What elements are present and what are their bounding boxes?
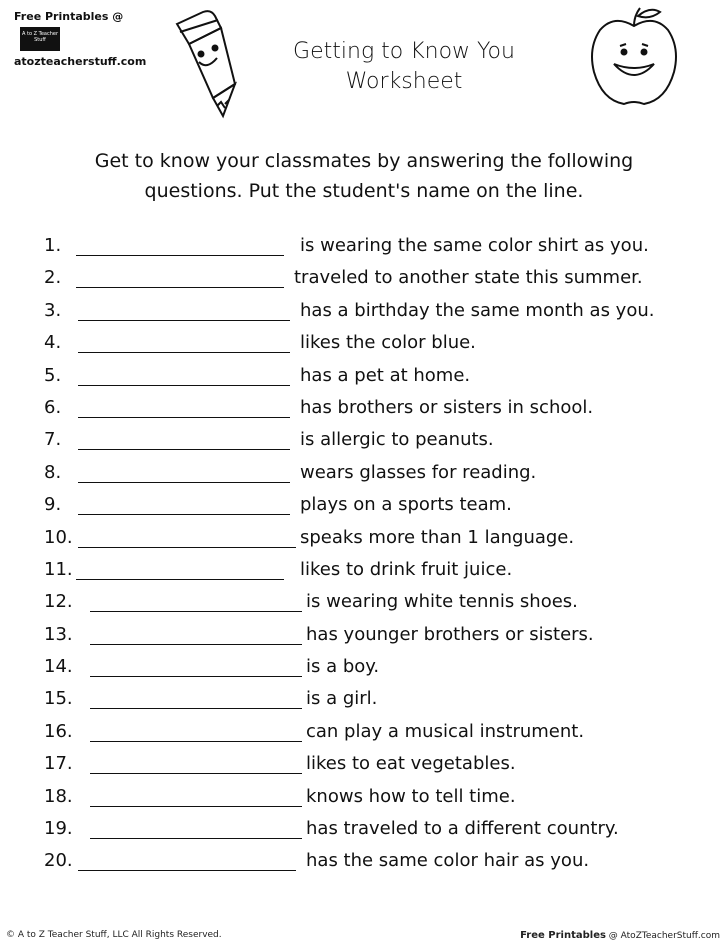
name-answer-line[interactable] <box>90 773 302 774</box>
question-number: 15. <box>44 688 73 710</box>
question-row <box>44 491 714 523</box>
name-answer-line[interactable] <box>78 417 290 418</box>
question-row <box>44 232 714 264</box>
question-text: plays on a sports team. <box>300 494 512 516</box>
question-row <box>44 783 714 815</box>
name-answer-line[interactable] <box>78 514 290 515</box>
copyright-footer: © A to Z Teacher Stuff, LLC All Rights Reserved. <box>6 930 222 940</box>
question-number: 6. <box>44 396 62 418</box>
question-number: 5. <box>44 364 62 386</box>
question-list <box>44 232 714 880</box>
question-number: 18. <box>44 785 73 807</box>
question-row <box>44 426 714 458</box>
name-answer-line[interactable] <box>90 838 302 839</box>
question-row <box>44 394 714 426</box>
intro-line1: Get to know your classmates by answering the following <box>94 150 634 172</box>
question-row <box>44 459 714 491</box>
name-answer-line[interactable] <box>76 287 284 288</box>
name-answer-line[interactable] <box>78 547 296 548</box>
question-text: traveled to another state this summer. <box>294 267 643 289</box>
question-row <box>44 750 714 782</box>
question-text: is wearing white tennis shoes. <box>306 591 578 613</box>
question-text: is wearing the same color shirt as you. <box>300 235 649 256</box>
brand-block <box>14 10 147 68</box>
name-answer-line[interactable] <box>78 449 290 450</box>
question-number: 9. <box>44 494 62 516</box>
question-number: 11. <box>44 558 73 580</box>
question-row <box>44 329 714 361</box>
name-answer-line[interactable] <box>90 806 302 807</box>
question-row <box>44 588 714 620</box>
question-text: has younger brothers or sisters. <box>306 623 594 645</box>
question-row <box>44 685 714 717</box>
worksheet-title-line1: Getting to Know You <box>293 39 515 64</box>
question-number: 17. <box>44 753 73 775</box>
name-answer-line[interactable] <box>90 741 302 742</box>
name-answer-line[interactable] <box>90 708 302 709</box>
worksheet-title-line2: Worksheet <box>345 69 463 94</box>
brand-url: atozteacherstuff.com <box>14 55 147 68</box>
question-row <box>44 815 714 847</box>
question-number: 4. <box>44 332 62 354</box>
question-number: 2. <box>44 267 62 289</box>
name-answer-line[interactable] <box>78 870 296 871</box>
question-text: has traveled to a different country. <box>306 818 619 840</box>
site-footer <box>520 930 720 941</box>
question-number: 3. <box>44 299 62 321</box>
name-answer-line[interactable] <box>76 255 284 256</box>
question-text: has a birthday the same month as you. <box>300 299 655 321</box>
question-number: 16. <box>44 720 73 742</box>
question-text: is allergic to peanuts. <box>300 429 494 451</box>
name-answer-line[interactable] <box>78 320 290 321</box>
question-row <box>44 847 714 879</box>
intro-line2: questions. Put the student's name on the line. <box>144 180 584 202</box>
question-number: 1. <box>44 235 62 256</box>
question-number: 12. <box>44 591 73 613</box>
question-number: 7. <box>44 429 62 451</box>
question-text: has brothers or sisters in school. <box>300 396 594 418</box>
name-answer-line[interactable] <box>90 644 302 645</box>
question-row <box>44 264 714 296</box>
question-row <box>44 556 714 588</box>
name-answer-line[interactable] <box>76 579 284 580</box>
question-text: knows how to tell time. <box>306 785 516 807</box>
question-text: is a girl. <box>306 688 378 710</box>
question-row <box>44 362 714 394</box>
question-text: speaks more than 1 language. <box>300 526 575 548</box>
question-number: 13. <box>44 623 73 645</box>
question-number: 20. <box>44 850 73 872</box>
name-answer-line[interactable] <box>78 482 290 483</box>
question-text: can play a musical instrument. <box>306 720 585 742</box>
question-text: is a boy. <box>306 656 380 678</box>
question-number: 8. <box>44 461 62 483</box>
question-text: likes to eat vegetables. <box>306 753 516 775</box>
site-footer-bold: Free Printables <box>520 930 606 941</box>
name-answer-line[interactable] <box>78 385 290 386</box>
question-row <box>44 524 714 556</box>
name-answer-line[interactable] <box>90 611 302 612</box>
question-text: has a pet at home. <box>300 364 471 386</box>
question-text: wears glasses for reading. <box>300 461 537 483</box>
question-row <box>44 621 714 653</box>
question-number: 14. <box>44 656 73 678</box>
brand-top-text: Free Printables @ <box>14 10 124 23</box>
question-number: 19. <box>44 818 73 840</box>
site-footer-rest: @ AtoZTeacherStuff.com <box>605 931 720 941</box>
name-answer-line[interactable] <box>90 676 302 677</box>
question-row <box>44 718 714 750</box>
name-answer-line[interactable] <box>78 352 290 353</box>
question-text: likes the color blue. <box>300 332 476 354</box>
question-row <box>44 653 714 685</box>
question-number: 10. <box>44 526 73 548</box>
question-text: likes to drink fruit juice. <box>300 558 513 580</box>
question-text: has the same color hair as you. <box>306 850 590 872</box>
question-row <box>44 297 714 329</box>
brand-logo: A to Z Teacher Stuff <box>20 27 60 51</box>
apple-icon <box>584 4 684 112</box>
